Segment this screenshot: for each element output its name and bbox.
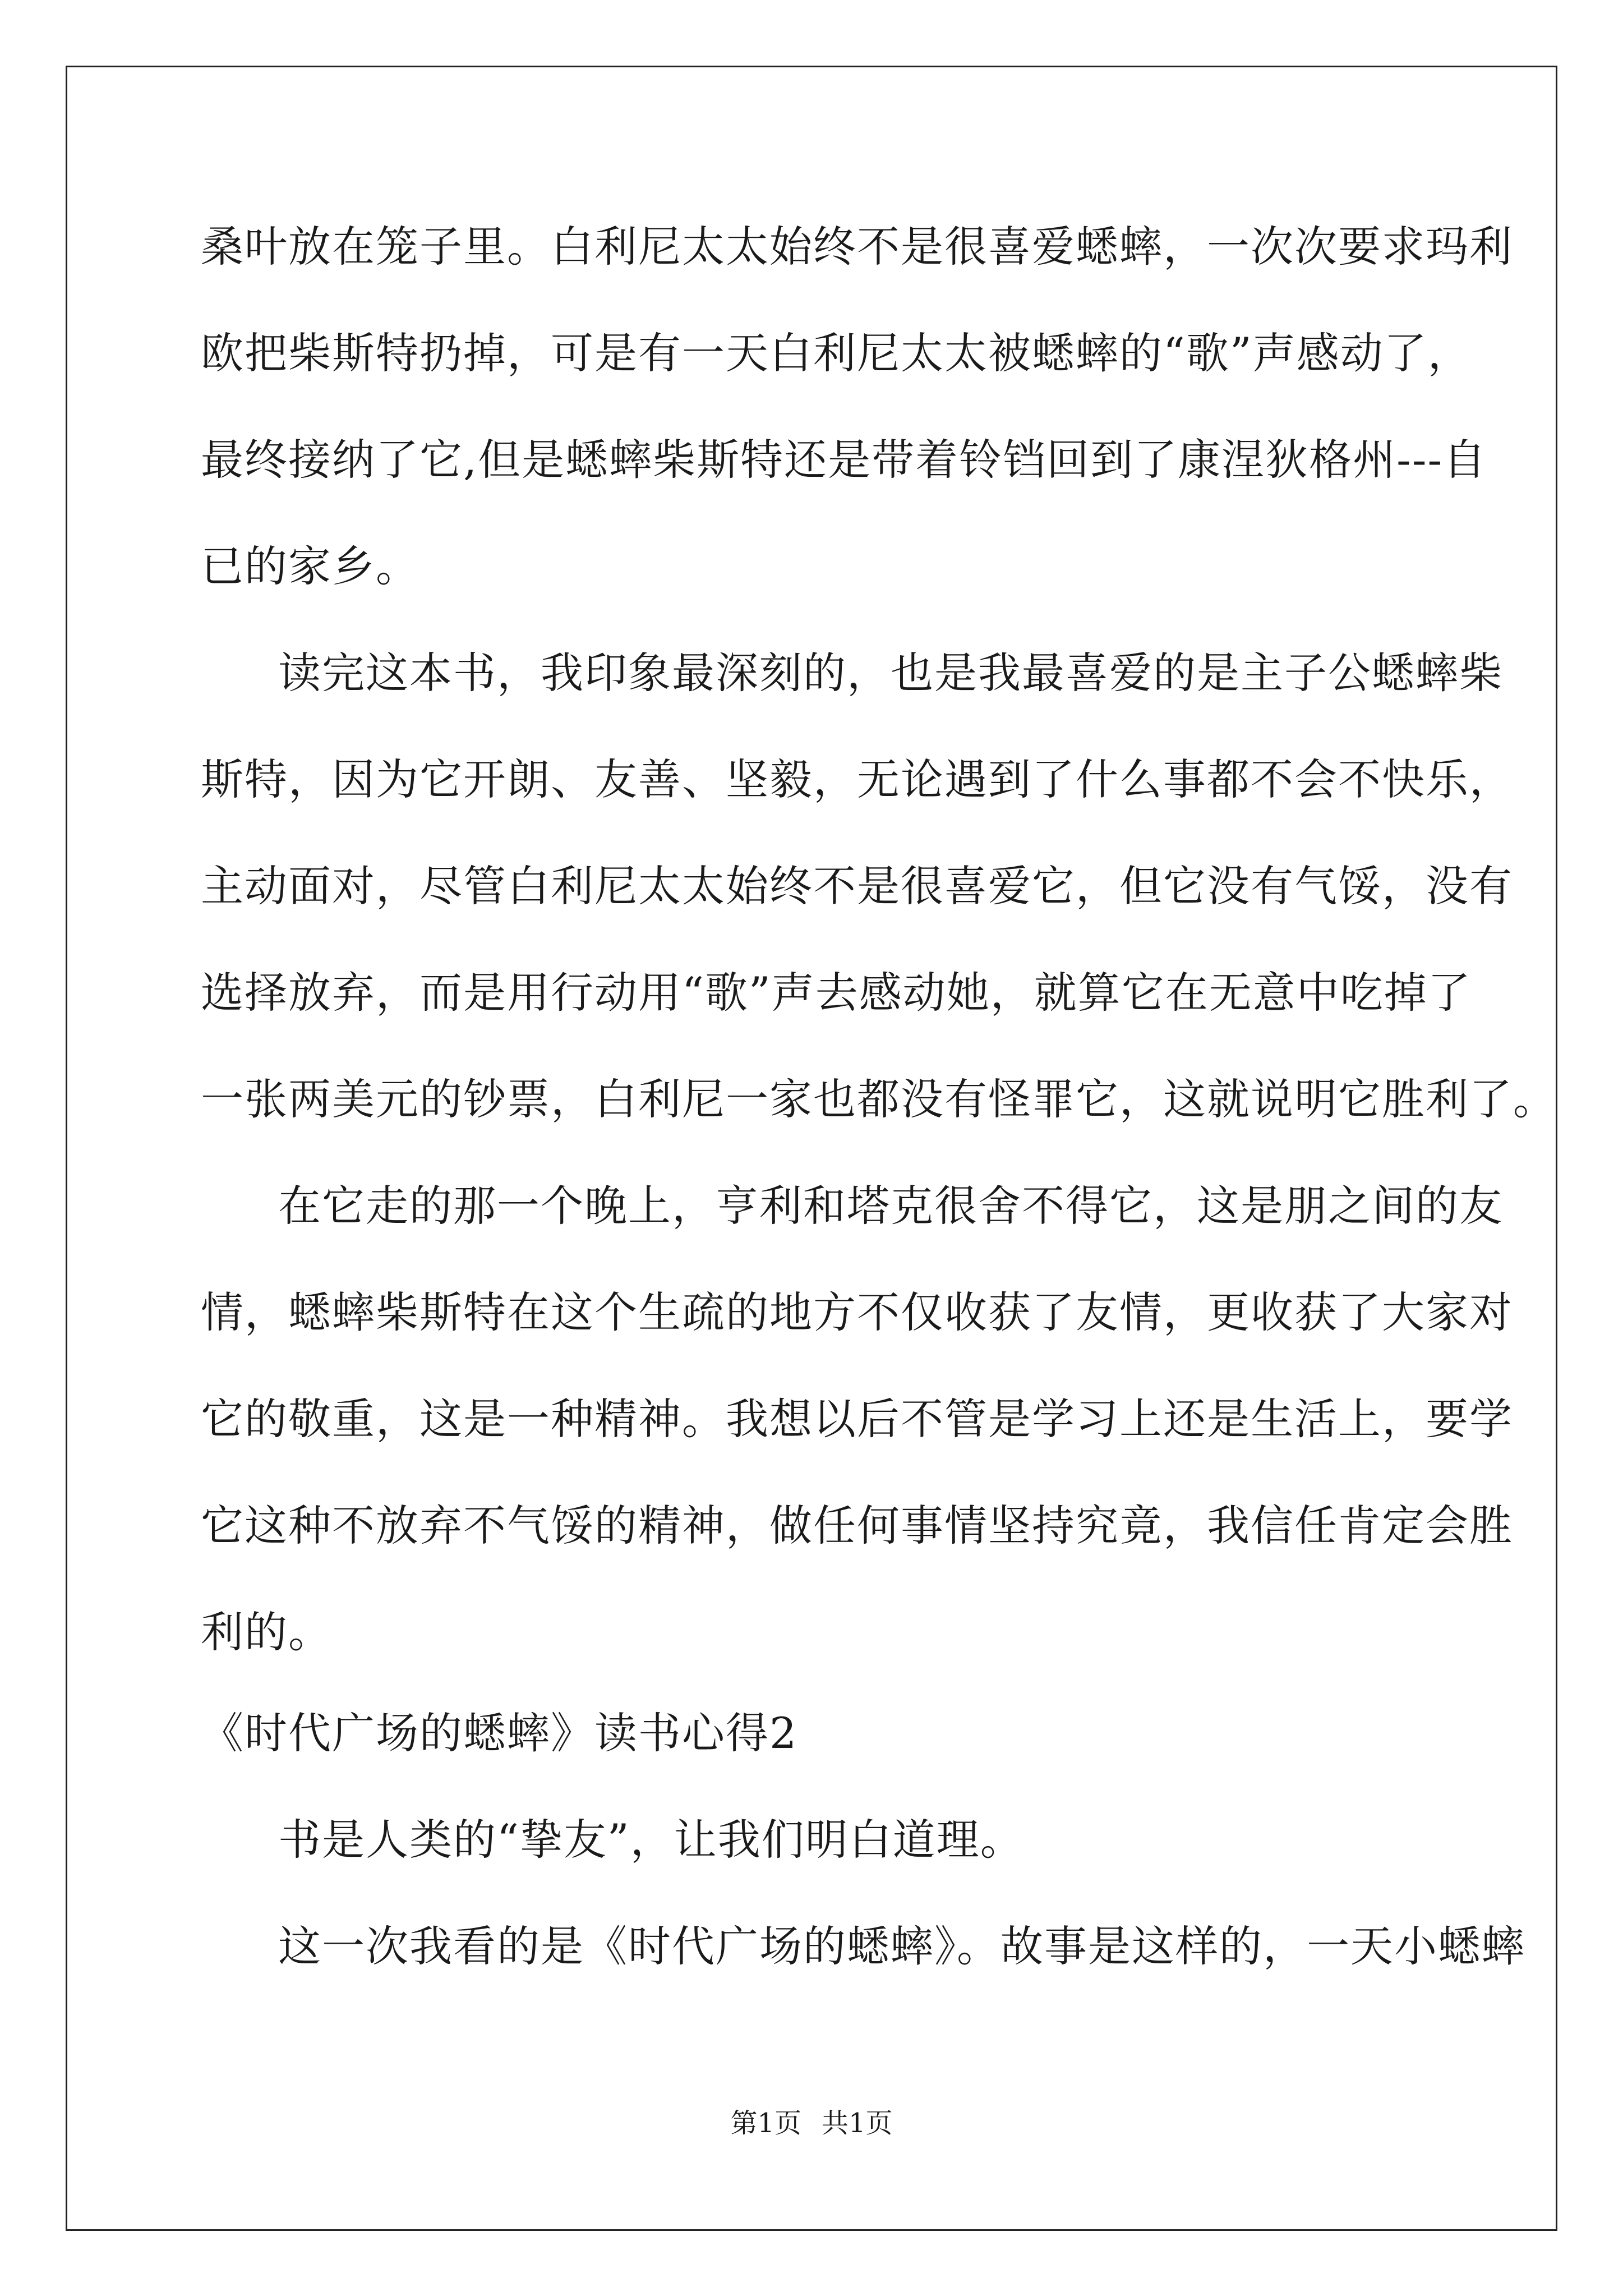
section-heading: 《时代广场的蟋蟀》读书心得2 [201, 1708, 798, 1758]
paragraph-line: 选择放弃，而是用行动用“歌”声去感动她，就算它在无意中吃掉了 [201, 968, 1472, 1018]
paragraph-line: 斯特，因为它开朗、友善、坚毅，无论遇到了什么事都不会不快乐， [201, 754, 1513, 804]
paragraph-line: 最终接纳了它,但是蟋蟀柴斯特还是带着铃铛回到了康涅狄格州---自 [201, 435, 1487, 485]
page-total: 共1页 [822, 2108, 893, 2139]
page-footer [0, 2106, 1623, 2140]
paragraph-line: 这一次我看的是《时代广场的蟋蟀》。故事是这样的，一天小蟋蟀 [278, 1921, 1525, 1971]
paragraph-line: 欧把柴斯特扔掉，可是有一天白利尼太太被蟋蟀的“歌”声感动了， [201, 328, 1472, 378]
paragraph-line: 利的。 [201, 1607, 332, 1657]
paragraph-line: 在它走的那一个晚上，亨利和塔克很舍不得它，这是朋之间的友 [278, 1181, 1503, 1231]
paragraph-line: 书是人类的“挚友”，让我们明白道理。 [278, 1815, 1024, 1865]
paragraph-line: 读完这本书，我印象最深刻的，也是我最喜爱的是主子公蟋蟀柴 [278, 648, 1503, 698]
paragraph-line: 它这种不放弃不气馁的精神，做任何事情坚持究竟，我信任肯定会胜 [201, 1501, 1513, 1550]
paragraph-line: 一张两美元的钞票，白利尼一家也都没有怪罪它，这就说明它胜利了。 [201, 1074, 1557, 1124]
page-number: 第1页 [730, 2108, 801, 2139]
paragraph-line: 已的家乡。 [201, 541, 419, 591]
paragraph-line: 它的敬重，这是一种精神。我想以后不管是学习上还是生活上，要学 [201, 1394, 1513, 1444]
paragraph-line: 主动面对，尽管白利尼太太始终不是很喜爱它，但它没有气馁，没有 [201, 861, 1513, 911]
paragraph-line: 桑叶放在笼子里。白利尼太太始终不是很喜爱蟋蟀，一次次要求玛利 [201, 222, 1513, 272]
page-border [66, 66, 1557, 2231]
paragraph-line: 情，蟋蟀柴斯特在这个生疏的地方不仅收获了友情，更收获了大家对 [201, 1287, 1513, 1337]
